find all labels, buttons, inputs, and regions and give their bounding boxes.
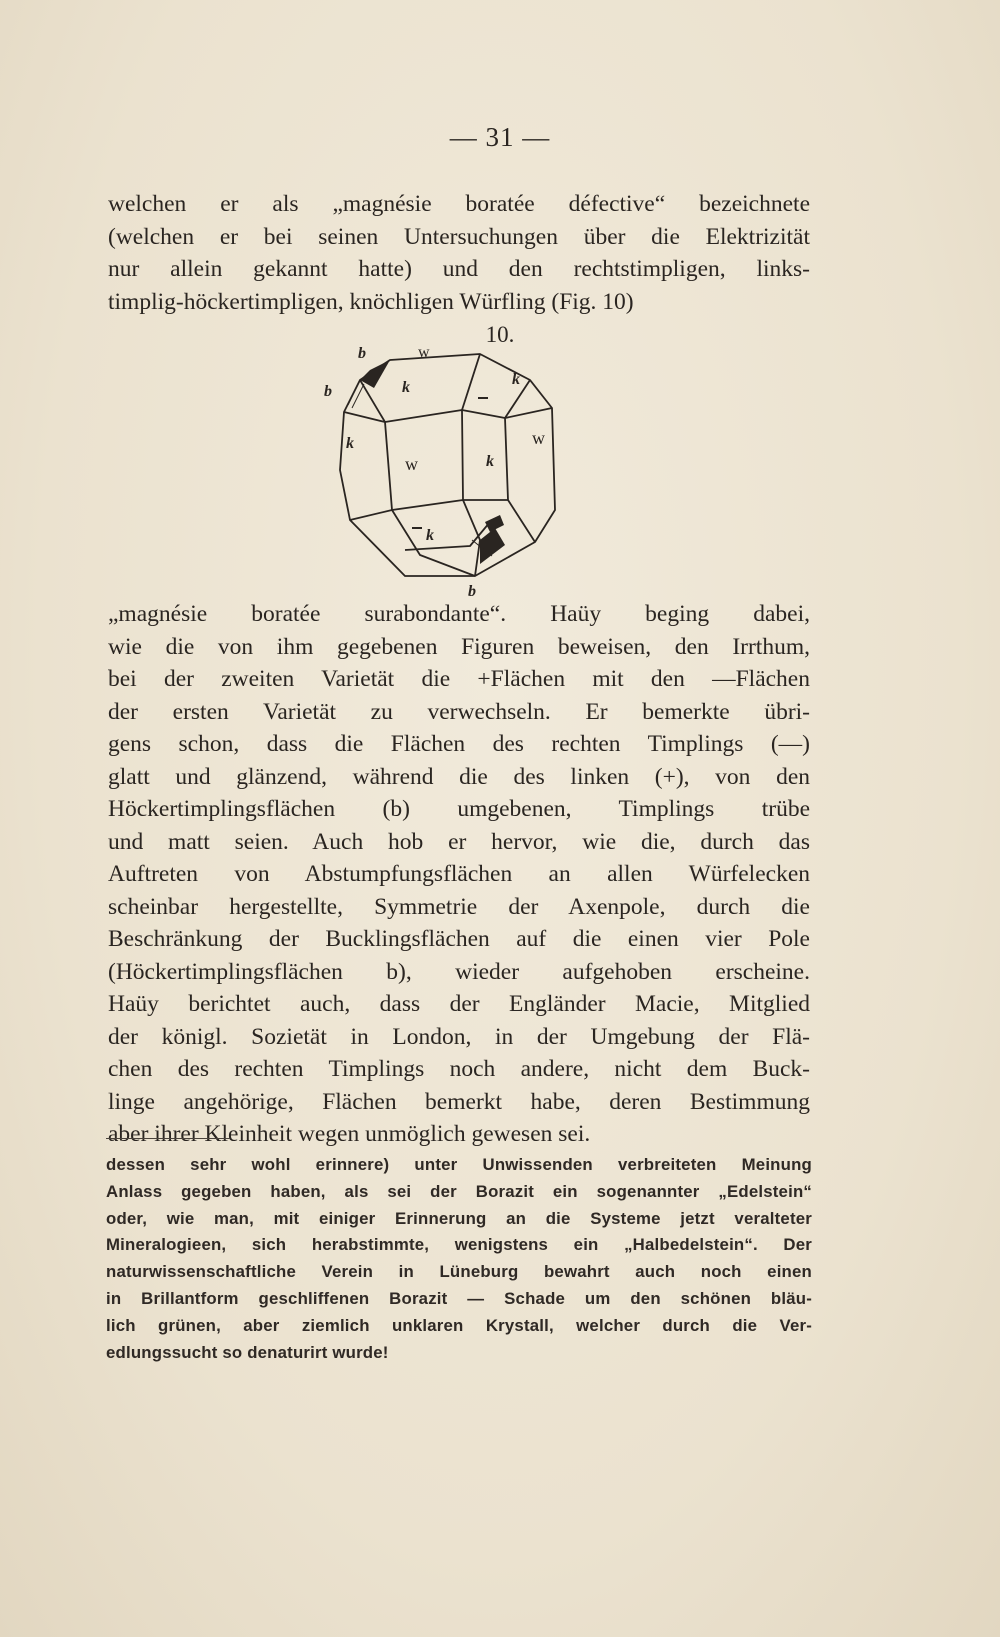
text-line: gens schon, dass die Flächen des rechten Timplings (—) <box>108 731 810 757</box>
crystal-drawing <box>324 344 580 600</box>
crystal-outline <box>340 354 555 576</box>
text-line: scheinbar hergestellte, Symmetrie der Axenpole, durch die <box>108 893 810 920</box>
text-line: chen des rechten Timplings noch andere, nicht dem Buck- <box>108 1056 810 1082</box>
face-b-top-left <box>360 360 390 388</box>
text-line: und matt seien. Auch hob er hervor, wie die, durch das <box>108 828 810 855</box>
text-line: (welchen er bei seinen Untersuchungen über die Elektrizität <box>108 223 810 250</box>
label-k-left: k <box>346 435 354 452</box>
text-line: (Höckertimplingsflächen b), wieder aufgehoben erscheine. <box>108 958 810 985</box>
label-k-center: k <box>486 453 494 470</box>
label-b-top: b <box>358 345 366 362</box>
footnote-line: lich grünen, aber ziemlich unklaren Krystall, welcher durch die Ver- <box>106 1315 812 1335</box>
text-line: nur allein gekannt hatte) und den rechtstimpligen, links- <box>108 256 810 282</box>
footnote-divider <box>106 1138 230 1139</box>
face-b-bottom-right-small <box>485 515 504 532</box>
text-line: Beschränkung der Bucklingsflächen auf die einen vier Pole <box>108 926 810 952</box>
footnote-line: in Brillantform geschliffenen Borazit — Schade um den schönen bläu- <box>106 1288 812 1308</box>
text-line: timplig-höckertimpligen, knöchligen Würfling (Fig. 10) <box>108 288 634 315</box>
text-line: bei der zweiten Varietät die +Flächen mit den —Flächen <box>108 666 810 692</box>
label-b-left: b <box>324 383 332 400</box>
label-b-bottom: b <box>468 583 476 600</box>
text-line: aber ihrer Kleinheit wegen unmöglich gewesen sei. <box>108 1121 591 1147</box>
face-b-bottom-right <box>480 528 505 564</box>
label-w-right: w <box>532 428 545 448</box>
label-k-top: k <box>402 379 410 396</box>
text-line: „magnésie boratée surabondante“. Haüy beging dabei, <box>108 601 810 627</box>
text-line: wie die von ihm gegebenen Figuren beweisen, den Irrthum, <box>108 633 810 660</box>
text-line: linge angehörige, Flächen bemerkt habe, deren Bestimmung <box>108 1088 810 1115</box>
crystal-figure <box>324 344 580 600</box>
text-line: Auftreten von Abstumpfungsflächen an allen Würfelecken <box>108 861 810 887</box>
label-w-top: w <box>418 344 430 361</box>
text-line: glatt und glänzend, während die des linken (+), von den <box>108 763 810 790</box>
footnote <box>106 1152 812 1366</box>
label-k-upper-right: k <box>512 371 520 388</box>
page-number: — 31 — <box>449 122 551 152</box>
text-line: der königl. Sozietät in London, in der Umgebung der Flä- <box>108 1023 810 1050</box>
footnote-line: oder, wie man, mit einiger Erinnerung an die Systeme jetzt veralteter <box>106 1208 812 1228</box>
text-line: welchen er als „magnésie boratée défective“ bezeichnete <box>108 191 810 217</box>
intro-paragraph <box>108 188 810 318</box>
face-w-front <box>385 410 463 510</box>
text-line: Höckertimplingsflächen (b) umgebenen, Timplings trübe <box>108 796 810 822</box>
footnote-line: Anlass gegeben haben, als sei der Borazit ein sogenannter „Edelstein“ <box>106 1181 812 1201</box>
footnote-line: dessen sehr wohl erinnere) unter Unwissenden verbreiteten Meinung <box>106 1155 812 1174</box>
label-w-center: w <box>405 454 418 474</box>
label-k-bottom: k <box>426 527 434 544</box>
figure-caption: 10. <box>485 322 515 347</box>
footnote-line: Mineralogieen, sich herabstimmte, wenigstens ein „Halbedelstein“. Der <box>106 1235 812 1255</box>
text-line: der ersten Varietät zu verwechseln. Er bemerkte übri- <box>108 698 810 725</box>
footnote-line: edlungssucht so denaturirt wurde! <box>106 1342 389 1362</box>
main-paragraph <box>108 598 810 1151</box>
text-line: Haüy berichtet auch, dass der Engländer Macie, Mitglied <box>108 991 810 1017</box>
footnote-line: naturwissenschaftliche Verein in Lüneburg bewahrt auch noch einen <box>106 1262 812 1282</box>
